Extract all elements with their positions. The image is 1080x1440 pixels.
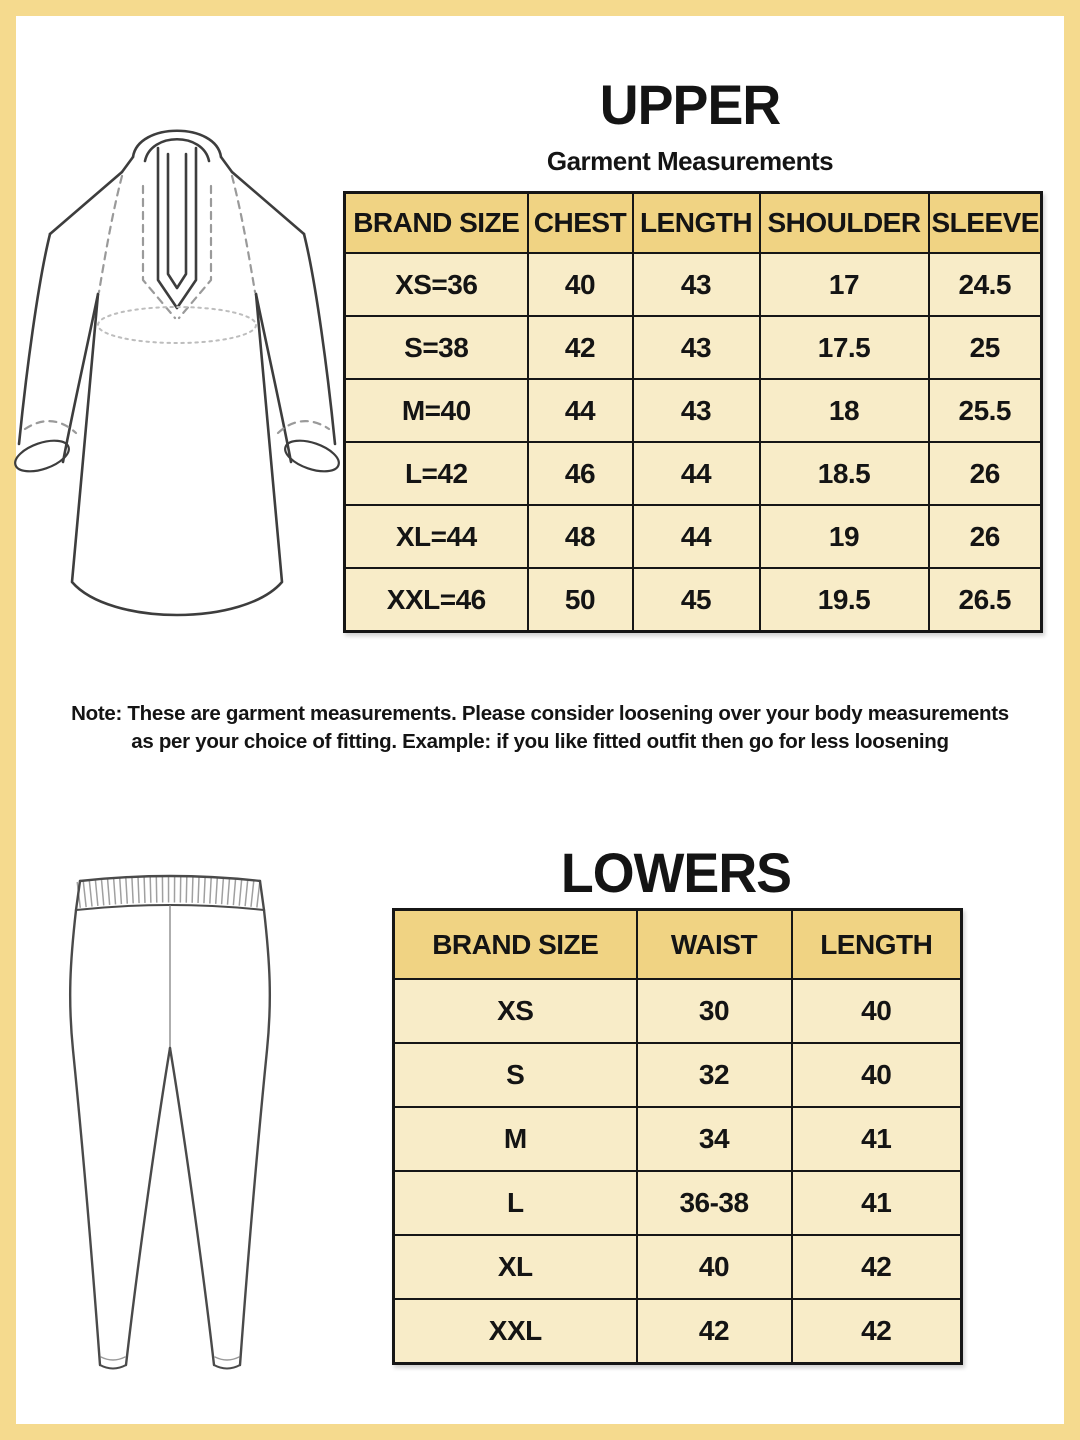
table-cell: 50 [528,568,633,632]
table-cell: S=38 [345,316,528,379]
table-cell: 40 [792,979,962,1043]
table-row [345,316,1042,379]
table-row [394,1107,962,1171]
table-row [394,1171,962,1235]
lowers-section-title: LOWERS [560,841,792,904]
table-cell: XS [394,979,637,1043]
table-cell: 43 [633,253,760,316]
table-row [345,568,1042,632]
table-cell: 26 [929,505,1042,568]
table-cell: 44 [633,442,760,505]
table-cell: XL=44 [345,505,528,568]
table-cell: L=42 [345,442,528,505]
table-cell: 40 [637,1235,792,1299]
upper-section-title: UPPER [599,73,781,136]
table-cell: XXL=46 [345,568,528,632]
table-cell: 42 [637,1299,792,1364]
column-header: LENGTH [792,910,962,980]
lowers-table-header-row [394,910,962,980]
column-header: CHEST [528,193,633,254]
table-cell: 40 [528,253,633,316]
column-header: BRAND SIZE [345,193,528,254]
table-cell: M=40 [345,379,528,442]
table-cell: 44 [633,505,760,568]
table-cell: XS=36 [345,253,528,316]
table-cell: 32 [637,1043,792,1107]
upper-table-header-row [345,193,1042,254]
table-row [345,442,1042,505]
table-cell: 26 [929,442,1042,505]
table-cell: 42 [528,316,633,379]
table-cell: 45 [633,568,760,632]
column-header: SLEEVE [929,193,1042,254]
column-header: BRAND SIZE [394,910,637,980]
pants-line-art [70,876,270,1369]
table-cell: 42 [792,1299,962,1364]
table-cell: 46 [528,442,633,505]
table-cell: 19 [760,505,929,568]
table-cell: 25.5 [929,379,1042,442]
table-cell: 26.5 [929,568,1042,632]
table-row [394,1235,962,1299]
table-cell: 40 [792,1043,962,1107]
table-cell: XL [394,1235,637,1299]
note-line-1: Note: These are garment measurements. Please consider loosening over your body measurements [71,702,1009,725]
column-header: LENGTH [633,193,760,254]
table-row [345,505,1042,568]
kurta-line-art [12,131,342,615]
table-cell: 48 [528,505,633,568]
table-row [345,253,1042,316]
table-cell: XXL [394,1299,637,1364]
table-cell: 41 [792,1107,962,1171]
pants-illustration [40,868,300,1378]
table-cell: 17 [760,253,929,316]
lowers-size-table [392,908,963,1365]
table-cell: 18.5 [760,442,929,505]
column-header: WAIST [637,910,792,980]
table-cell: 18 [760,379,929,442]
table-row [345,379,1042,442]
table-cell: S [394,1043,637,1107]
table-cell: M [394,1107,637,1171]
table-cell: 24.5 [929,253,1042,316]
kurta-illustration [12,112,342,657]
table-cell: 36-38 [637,1171,792,1235]
table-cell: 43 [633,316,760,379]
table-cell: 44 [528,379,633,442]
note-line-2: as per your choice of fitting. Example: if you like fitted outfit then go for less loosening [131,729,949,753]
upper-section-subtitle: Garment Measurements [546,146,834,176]
upper-size-table [343,191,1043,633]
table-row [394,979,962,1043]
table-cell: 43 [633,379,760,442]
measurement-note [58,700,1022,755]
table-cell: 30 [637,979,792,1043]
table-cell: 25 [929,316,1042,379]
table-cell: 42 [792,1235,962,1299]
table-row [394,1043,962,1107]
table-cell: 17.5 [760,316,929,379]
column-header: SHOULDER [760,193,929,254]
table-cell: 19.5 [760,568,929,632]
table-cell: 41 [792,1171,962,1235]
table-row [394,1299,962,1364]
table-cell: 34 [637,1107,792,1171]
table-cell: L [394,1171,637,1235]
